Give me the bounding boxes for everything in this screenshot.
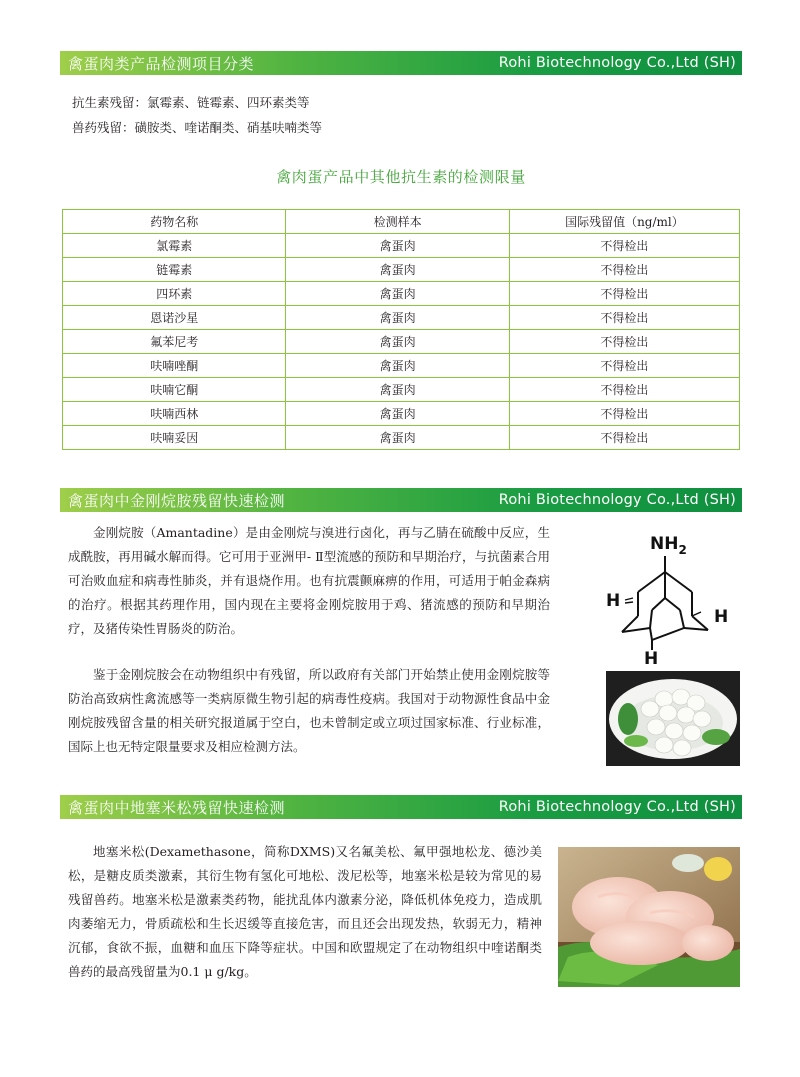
limits-table bbox=[62, 209, 740, 450]
limit-cell: 不得检出 bbox=[509, 354, 739, 378]
hydrogen-label-left: H bbox=[606, 591, 621, 611]
drug-cell: 四环素 bbox=[63, 282, 286, 306]
drug-cell: 氟苯尼考 bbox=[63, 330, 286, 354]
limit-cell: 不得检出 bbox=[509, 426, 739, 450]
section-title: 禽蛋肉中金刚烷胺残留快速检测 bbox=[68, 491, 286, 510]
company-name: Rohi Biotechnology Co.,Ltd (SH) bbox=[498, 799, 736, 815]
table-row bbox=[63, 402, 740, 426]
antibiotic-residue-line: 抗生素残留：氯霉素、链霉素、四环素类等 bbox=[72, 95, 310, 110]
column-header-sample: 检测样本 bbox=[286, 210, 509, 234]
table-row bbox=[63, 330, 740, 354]
sample-cell: 禽蛋肉 bbox=[286, 234, 509, 258]
svg-text:NH2 bbox=[650, 534, 687, 557]
table-row bbox=[63, 234, 740, 258]
drug-cell: 呋喃唑酮 bbox=[63, 354, 286, 378]
section-header-detection-categories bbox=[60, 51, 742, 75]
limit-cell: 不得检出 bbox=[509, 234, 739, 258]
company-name: Rohi Biotechnology Co.,Ltd (SH) bbox=[498, 492, 736, 508]
table-row bbox=[63, 378, 740, 402]
sample-cell: 禽蛋肉 bbox=[286, 402, 509, 426]
sample-cell: 禽蛋肉 bbox=[286, 378, 509, 402]
sample-cell: 禽蛋肉 bbox=[286, 426, 509, 450]
limit-cell: 不得检出 bbox=[509, 306, 739, 330]
table-row bbox=[63, 306, 740, 330]
amantadine-structure-diagram bbox=[600, 524, 750, 664]
limit-cell: 不得检出 bbox=[509, 378, 739, 402]
veterinary-residue-line: 兽药残留：磺胺类、喹诺酮类、硝基呋喃类等 bbox=[72, 120, 323, 135]
table-row bbox=[63, 282, 740, 306]
sample-cell: 禽蛋肉 bbox=[286, 258, 509, 282]
drug-cell: 恩诺沙星 bbox=[63, 306, 286, 330]
limit-cell: 不得检出 bbox=[509, 402, 739, 426]
quail-eggs-photo bbox=[606, 671, 740, 766]
drug-cell: 呋喃妥因 bbox=[63, 426, 286, 450]
sample-cell: 禽蛋肉 bbox=[286, 282, 509, 306]
section-header-amantadine bbox=[60, 488, 742, 512]
sample-cell: 禽蛋肉 bbox=[286, 354, 509, 378]
section-header-dexamethasone bbox=[60, 795, 742, 819]
company-name: Rohi Biotechnology Co.,Ltd (SH) bbox=[498, 55, 736, 71]
table-title: 禽肉蛋产品中其他抗生素的检测限量 bbox=[276, 168, 526, 186]
limit-cell: 不得检出 bbox=[509, 282, 739, 306]
column-header-drug: 药物名称 bbox=[63, 210, 286, 234]
chicken-drumsticks-photo bbox=[558, 847, 740, 987]
sample-cell: 禽蛋肉 bbox=[286, 330, 509, 354]
nh2-label: NH bbox=[650, 534, 679, 554]
section-title: 禽蛋肉类产品检测项目分类 bbox=[68, 54, 255, 73]
drug-cell: 呋喃它酮 bbox=[63, 378, 286, 402]
table-row bbox=[63, 426, 740, 450]
hydrogen-label-bottom: H bbox=[644, 649, 659, 664]
column-header-limit: 国际残留值（ng/ml） bbox=[509, 210, 739, 234]
table-row bbox=[63, 354, 740, 378]
table-row bbox=[63, 258, 740, 282]
limit-cell: 不得检出 bbox=[509, 258, 739, 282]
table-header-row bbox=[63, 210, 740, 234]
amantadine-paragraph-1: 金刚烷胺（Amantadine）是由金刚烷与溴进行卤化，再与乙腈在硫酸中反应，生成酰胺，再用碱水解而得。它可用于亚洲甲- Ⅱ型流感的预防和早期治疗，与抗菌素合用可治败血症和病毒性肺炎，并有退烧作用。也有抗震颤麻痹的作用，可适用于帕金森病的治疗。根据其药理作用，国内现在主要将金刚烷胺用于鸡、猪流感的预防和早期治疗，及猪传染性胃肠炎的防治。 bbox=[68, 525, 550, 636]
sample-cell: 禽蛋肉 bbox=[286, 306, 509, 330]
dexamethasone-paragraph: 地塞米松(Dexamethasone，简称DXMS)又名氟美松、氟甲强地松龙、德沙美松，是糖皮质类激素，其衍生物有氢化可地松、泼尼松等，地塞米松是较为常见的易残留兽药。地塞米松是激素类药物，能扰乱体内激素分泌，降低机体免疫力，造成肌肉萎缩无力，骨质疏松和生长迟缓等直接危害，而且还会出现发热，软弱无力，精神沉郁，食欲不振，血糖和血压下降等症状。中国和欧盟规定了在动物组织中喹诺酮类兽药的最高残留量为0.1 μ g/kg。 bbox=[68, 844, 542, 979]
amantadine-paragraph-2: 鉴于金刚烷胺会在动物组织中有残留，所以政府有关部门开始禁止使用金刚烷胺等防治高致病性禽流感等一类病原微生物引起的病毒性疫病。我国对于动物源性食品中金刚烷胺残留含量的相关研究报道属于空白，也未曾制定或立项过国家标准、行业标准，国际上也无特定限量要求及相应检测方法。 bbox=[68, 667, 550, 754]
drug-cell: 呋喃西林 bbox=[63, 402, 286, 426]
limit-cell: 不得检出 bbox=[509, 330, 739, 354]
drug-cell: 链霉素 bbox=[63, 258, 286, 282]
hydrogen-label-right: H bbox=[714, 607, 729, 627]
drug-cell: 氯霉素 bbox=[63, 234, 286, 258]
nh2-subscript: 2 bbox=[678, 543, 687, 557]
section-title: 禽蛋肉中地塞米松残留快速检测 bbox=[68, 798, 286, 817]
